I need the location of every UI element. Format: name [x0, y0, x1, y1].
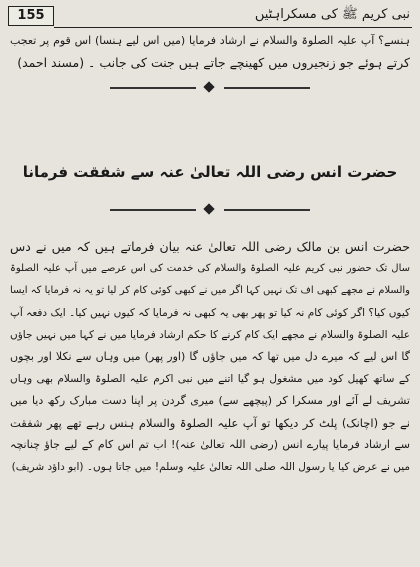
divider-bar	[110, 209, 196, 211]
text-line: ہنسے؟ آپ علیہ الصلوۃ والسلام نے ارشاد فرمایا (میں اس لیے ہنسا) اس قوم پر تعجب	[10, 34, 410, 47]
diamond-icon	[203, 203, 214, 214]
text-line: سال تک حضور نبی کریم علیہ الصلوۃ والسلام کی خدمت کی اس عرصے میں آپ علیہ الصلوۃ	[10, 263, 410, 274]
text-line: میں نے عرض کیا یا رسول اللہ صلی اللہ تعالیٰ علیہ وسلم! میں جاتا ہوں۔ (ابو داؤد شریف)	[11, 461, 410, 473]
section-heading: حضرت انس رضی اللہ تعالیٰ عنہ سے شفقت فرمانا	[22, 163, 398, 181]
page-number: 155	[8, 6, 54, 26]
text-line: کے ساتھ کھیل کود میں مشغول ہو گیا اتنے میں نبی اکرم علیہ الصلوۃ والسلام بھی وہاں	[10, 373, 410, 385]
text-line: کیوں کیا؟ اگر کوئی کام نہ کیا تو پھر بھی یہ کبھی نہ فرمایا کہ کیوں نہیں کیا۔ ایک دفعہ آپ	[10, 307, 410, 319]
text-line: گا اس لیے کہ میرے دل میں تھا کہ میں جاؤں گا (اور پھر) میں وہاں سے نکلا اور بچوں	[10, 350, 410, 363]
page-header	[6, 5, 414, 27]
ornament-divider-bottom	[110, 204, 310, 216]
ornament-divider-top	[110, 82, 310, 94]
top-paragraph	[10, 30, 410, 74]
text-line: تشریف لے آئے اور مسکرا کر (پیچھے سے) میری گردن پر اپنا دست مبارک رکھ دیا میں	[10, 394, 410, 407]
text-line: حضرت انس بن مالک رضی اللہ تعالیٰ عنہ بیان فرماتے ہیں کہ میں نے دس	[10, 239, 410, 254]
body-paragraph	[10, 236, 410, 478]
diamond-icon	[203, 81, 214, 92]
divider-bar	[224, 87, 310, 89]
text-line: علیہ الصلوۃ والسلام نے مجھے ایک کام کرنے کا حکم ارشاد فرمایا میں نے کہا میں نہیں جاؤں	[10, 329, 410, 341]
divider-bar	[110, 87, 196, 89]
divider-bar	[224, 209, 310, 211]
text-line: والسلام نے مجھے کبھی اف تک نہیں کہا اگر میں نے کبھی کوئی کام کر لیا تو یہ نہ فرمایا کہ ایسا	[10, 285, 410, 296]
text-line: سے ارشاد فرمایا پیارے انس (رضی اللہ تعالیٰ عنہ)! اب تم اس کام کے لیے جاؤ چنانچہ	[10, 438, 410, 451]
running-title: نبی کریم ﷺ کی مسکراہٹیں	[254, 7, 410, 22]
header-rule	[54, 27, 412, 28]
text-line: نے جو (اچانک) پلٹ کر دیکھا تو آپ علیہ الصلوۃ والسلام ہنس رہے تھے پھر شفقت	[10, 416, 410, 430]
text-line: کرتے ہوئے جو زنجیروں میں کھینچے جاتے ہیں جنت کی جانب ۔ (مسند احمد)	[17, 55, 410, 70]
